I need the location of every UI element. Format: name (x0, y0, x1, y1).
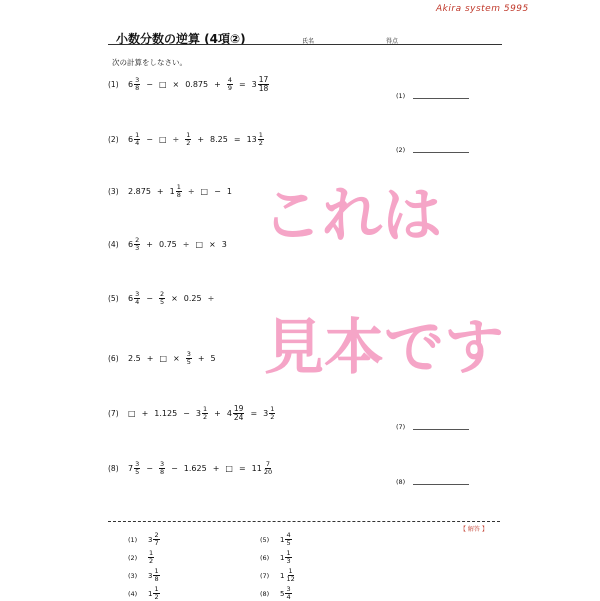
denominator: 8 (159, 467, 165, 476)
fraction (227, 77, 233, 92)
solution-item (260, 586, 292, 601)
fraction (134, 132, 140, 147)
expression-token: + (156, 186, 164, 196)
fraction (134, 237, 140, 252)
fraction (153, 568, 159, 583)
problem-number: (8) (108, 463, 119, 473)
denominator: 2 (258, 138, 263, 147)
expression-token: + (146, 353, 154, 363)
problem-number: (5) (108, 293, 119, 303)
denominator: 3 (135, 243, 140, 252)
expression-token: − (183, 408, 190, 418)
numerator: 3 (286, 585, 291, 593)
denominator: 4 (135, 138, 140, 147)
fraction (134, 77, 140, 92)
expression-token: × (172, 79, 180, 89)
numerator: 1 (154, 585, 159, 593)
expression-token: 2.5 (128, 353, 141, 363)
fraction (185, 132, 191, 147)
numerator: 19 (233, 403, 244, 413)
denominator: 5 (159, 297, 165, 306)
answer-field (396, 92, 469, 100)
numerator: 3 (186, 349, 191, 358)
mixed-number (159, 291, 165, 306)
denominator: 18 (258, 83, 269, 93)
fraction (258, 76, 270, 93)
whole-part: 1 (280, 571, 285, 580)
denominator: 2 (270, 412, 275, 421)
mixed-number (128, 461, 140, 476)
fraction (285, 586, 291, 601)
solution-number: (3) (128, 571, 138, 580)
expression-token: × (173, 353, 180, 363)
expression-token: ÷ (172, 134, 180, 144)
solution-item (260, 568, 296, 583)
whole-part: 6 (128, 79, 134, 89)
expression-token: + (141, 408, 149, 418)
denominator: 5 (186, 357, 191, 366)
numerator: 4 (286, 531, 291, 539)
fraction (233, 405, 245, 422)
whole-part: 6 (128, 134, 134, 144)
problem-row (108, 129, 270, 149)
mixed-number (170, 184, 182, 199)
expression-token: + (214, 79, 221, 89)
expression-token: = (233, 134, 241, 144)
expression-token: 3 (221, 239, 227, 249)
score-label: 得点 (386, 38, 399, 45)
fraction (285, 550, 291, 565)
mixed-number (128, 291, 140, 306)
expression-token: □ (225, 463, 233, 473)
denominator: 2 (154, 593, 159, 601)
expression-token: ÷ (182, 239, 190, 249)
whole-part: 7 (128, 463, 134, 473)
numerator: 1 (288, 567, 293, 575)
brand-label: Akira system 5995 (436, 4, 529, 14)
expression-token: + (214, 408, 221, 418)
denominator: 8 (154, 575, 159, 583)
solution-item (128, 532, 160, 547)
denominator: 4 (135, 297, 140, 306)
fraction (134, 461, 140, 476)
expression-token: + (212, 463, 220, 473)
expression-token: × (171, 293, 178, 303)
solution-number: (5) (260, 535, 270, 544)
fraction (269, 406, 275, 421)
solution-item (260, 550, 292, 565)
watermark-line-2: 見本です (264, 313, 504, 383)
fraction (176, 184, 182, 199)
denominator: 20 (263, 467, 273, 476)
expression-token: + (197, 353, 205, 363)
problem-row (108, 458, 279, 478)
answer-label: (8) (396, 478, 406, 486)
numerator: 17 (258, 74, 269, 84)
solution-number: (8) (260, 589, 270, 598)
worksheet-title: 小数分数の逆算 (4項②) (116, 32, 246, 46)
numerator: 2 (135, 235, 140, 244)
denominator: 12 (286, 575, 295, 583)
numerator: 1 (149, 549, 154, 557)
fraction (258, 132, 264, 147)
expression-token: 0.875 (185, 79, 209, 89)
solution-item (128, 586, 160, 601)
expression-token: − (146, 293, 153, 303)
denominator: 7 (154, 539, 159, 547)
answer-field (396, 423, 469, 431)
fraction (134, 291, 140, 306)
mixed-number (128, 237, 140, 252)
whole-part: 3 (263, 408, 269, 418)
expression-token: 1 (226, 186, 232, 196)
numerator: 1 (258, 130, 263, 139)
fraction (186, 351, 192, 366)
expression-token: ÷ (187, 186, 195, 196)
whole-part: 1 (169, 186, 175, 196)
problem-number: (1) (108, 79, 119, 89)
fraction (159, 461, 165, 476)
expression-token: 0.25 (183, 293, 202, 303)
instruction-text: 次の計算をしなさい。 (112, 58, 187, 67)
solution-number: (7) (260, 571, 270, 580)
problem-number: (6) (108, 353, 119, 363)
whole-part: 6 (128, 239, 134, 249)
denominator: 8 (135, 83, 140, 92)
answer-blank (413, 484, 469, 485)
numerator: 3 (135, 459, 140, 468)
problem-row (108, 403, 281, 423)
expression-token: = (238, 463, 246, 473)
answer-field (396, 478, 469, 486)
answer-blank (413, 429, 469, 430)
expression-token: 8.25 (210, 134, 228, 144)
expression-token: □ (158, 79, 167, 89)
solution-divider (108, 521, 500, 522)
numerator: 1 (186, 130, 191, 139)
mixed-number (128, 77, 140, 92)
problem-row (108, 234, 233, 254)
solution-number: (4) (128, 589, 138, 598)
expression-token: □ (159, 353, 167, 363)
fraction (159, 291, 165, 306)
answer-blank (413, 152, 469, 153)
numerator: 4 (227, 75, 232, 84)
mixed-number (252, 76, 270, 93)
expression-token: + (197, 134, 205, 144)
numerator: 3 (159, 459, 165, 468)
expression-token: = (250, 408, 258, 418)
expression-token: − (146, 134, 153, 144)
whole-part: 3 (251, 79, 257, 89)
expression-token: + (146, 239, 153, 249)
denominator: 2 (202, 412, 208, 421)
name-label: 氏名 (302, 38, 315, 45)
mixed-number (252, 461, 273, 476)
solution-item (260, 532, 292, 547)
numerator: 2 (159, 289, 165, 298)
expression-token: − (171, 463, 178, 473)
whole-part: 3 (148, 571, 153, 580)
numerator: 1 (286, 549, 291, 557)
denominator: 2 (149, 557, 154, 565)
mixed-number (185, 132, 191, 147)
watermark-line-1: これは (262, 181, 442, 251)
mixed-number (128, 132, 140, 147)
whole-part: 4 (226, 408, 232, 418)
numerator: 1 (154, 567, 159, 575)
mixed-number (196, 406, 208, 421)
mixed-number (227, 77, 233, 92)
whole-part: 6 (128, 293, 134, 303)
solution-number: (1) (128, 535, 138, 544)
mixed-number (263, 406, 275, 421)
expression-token: □ (158, 134, 167, 144)
denominator: 5 (286, 539, 291, 547)
numerator: 1 (176, 182, 181, 191)
numerator: 7 (265, 459, 271, 468)
mixed-number (159, 461, 165, 476)
expression-token: − (214, 186, 221, 196)
numerator: 3 (135, 75, 140, 84)
numerator: 1 (270, 404, 275, 413)
denominator: 24 (233, 412, 244, 422)
fraction (285, 532, 291, 547)
whole-part: 11 (251, 463, 262, 473)
expression-token: 5 (210, 353, 216, 363)
denominator: 5 (135, 467, 140, 476)
problem-row (108, 348, 222, 368)
problem-number: (3) (108, 186, 119, 196)
problem-number: (4) (108, 239, 119, 249)
answer-blank (413, 98, 469, 99)
solution-item (128, 568, 160, 583)
expression-token: ÷ (207, 293, 215, 303)
expression-token: = (238, 79, 246, 89)
answer-field (396, 146, 469, 154)
numerator: 1 (202, 404, 208, 413)
expression-token: − (146, 79, 153, 89)
problem-row (108, 181, 238, 201)
whole-part: 1 (148, 589, 153, 598)
fraction (263, 461, 273, 476)
answer-label: (7) (396, 423, 406, 431)
numerator: 2 (154, 531, 159, 539)
problem-number: (7) (108, 408, 119, 418)
solution-item (128, 550, 154, 565)
expression-token: □ (128, 408, 136, 418)
expression-token: □ (195, 239, 204, 249)
whole-part: 3 (148, 535, 153, 544)
answer-label: (2) (396, 146, 406, 154)
fraction (153, 586, 159, 601)
answer-label: (1) (396, 92, 406, 100)
numerator: 1 (135, 130, 140, 139)
denominator: 8 (176, 190, 181, 199)
whole-part: 1 (280, 553, 285, 562)
problem-number: (2) (108, 134, 119, 144)
expression-token: 1.625 (183, 463, 207, 473)
solution-number: (6) (260, 553, 270, 562)
denominator: 2 (186, 138, 191, 147)
expression-token: − (146, 463, 153, 473)
expression-token: 1.125 (154, 408, 178, 418)
whole-part: 3 (195, 408, 201, 418)
denominator: 9 (227, 83, 232, 92)
fraction (202, 406, 208, 421)
expression-token: 2.875 (128, 186, 151, 196)
fraction (285, 568, 295, 583)
mixed-number (186, 351, 192, 366)
denominator: 3 (286, 557, 291, 565)
expression-token: □ (200, 186, 209, 196)
solutions-label: 【 解答 】 (460, 526, 488, 533)
whole-part: 5 (280, 589, 285, 598)
mixed-number (247, 132, 264, 147)
expression-token: × (209, 239, 216, 249)
problem-row (108, 74, 275, 94)
problem-row (108, 288, 220, 308)
whole-part: 1 (280, 535, 285, 544)
denominator: 4 (286, 593, 291, 601)
numerator: 3 (135, 289, 140, 298)
whole-part: 13 (246, 134, 257, 144)
expression-token: 0.75 (158, 239, 177, 249)
solution-number: (2) (128, 553, 138, 562)
fraction (148, 550, 154, 565)
mixed-number (227, 405, 245, 422)
fraction (153, 532, 159, 547)
